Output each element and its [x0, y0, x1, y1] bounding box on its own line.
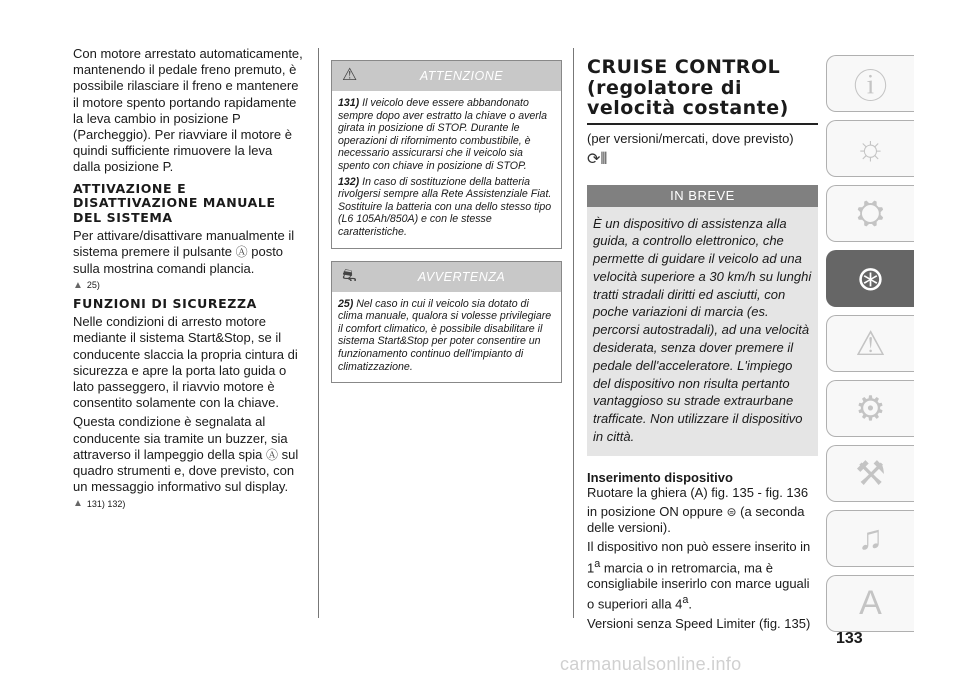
watermark: carmanualsonline.info [560, 654, 742, 674]
warning-small-icon: ▲ [73, 498, 83, 510]
tab-driving[interactable] [826, 250, 914, 307]
text: (a seconda delle versioni). [587, 504, 805, 536]
start-stop-button-icon: Ⓐ [235, 245, 248, 260]
column-1 [73, 46, 303, 513]
manual-activation-paragraph [73, 228, 303, 277]
superscript: a [594, 557, 601, 570]
note-item [338, 176, 555, 239]
column-divider [573, 48, 574, 618]
page-title [587, 57, 818, 119]
technical-data-icon: ⚒ [855, 454, 886, 493]
attenzione-title: ATTENZIONE [419, 69, 504, 83]
paragraph [587, 539, 818, 612]
warning-reference [73, 498, 303, 509]
paragraph [587, 504, 818, 536]
column-2 [331, 60, 562, 395]
note-text: Nel caso in cui il veicolo sia dotato di clima manuale, qualora si volesse privilegiare il comfort climatico, è possibile disabilitare il sistema Start&Stop per poter consentire un funzionamento continuo dell'impianto di climatizzazione. [338, 297, 552, 373]
tab-emergency[interactable] [826, 315, 914, 372]
avvertenza-content [332, 292, 561, 383]
page-number: 133 [836, 630, 863, 647]
note-text: Il veicolo deve essere abbandonato sempre dopo aver estratto la chiave o averla girata in posizione di STOP. Durante le operazioni di rifornimento combustibile, è necessario assicurarsi che il veicolo sia spento con chiave in posizione di STOP. [338, 97, 548, 172]
cruise-control-symbol-icon: ⟳⦀ [587, 150, 608, 168]
tab-maintenance[interactable] [826, 380, 914, 437]
steering-wheel-icon: ⊛ [856, 259, 885, 298]
tab-dashboard[interactable] [826, 120, 914, 177]
tab-index[interactable] [826, 575, 914, 632]
safety-paragraph-1: Nelle condizioni di arresto motore mediante il sistema Start&Stop, se il conducente slaccia la propria cintura di sicurezza e apre la porta lato guida o lato passeggero, il riavvio motore è consentito solamente con la chiave. [73, 314, 298, 411]
chapter-tabs [826, 55, 914, 640]
avvertenza-title: AVVERTENZA [417, 269, 506, 284]
attenzione-header [332, 61, 561, 91]
cruise-control-icon: ⊜ [726, 505, 737, 520]
safety-paragraph-2 [73, 414, 303, 495]
attenzione-content [332, 91, 561, 248]
note-number: 132) [338, 175, 360, 188]
text: Il dispositivo non può essere inserito in 1 [587, 539, 811, 575]
reference-number: 131) 132) [86, 498, 126, 509]
note-reference [73, 280, 303, 291]
tab-safety[interactable] [826, 185, 914, 242]
avvertenza-box [331, 261, 562, 384]
intro-paragraph: Con motore arrestato automaticamente, mantenendo il pedale freno premuto, è possibile rilasciare il freno e mantenere il motore spento portando rapidamente la leva cambio in posizione P (Parcheggio). Per riavviare il motore è quindi sufficiente rimuovere la leva dalla posizione P. [73, 46, 303, 175]
brief-header: IN BREVE [587, 185, 818, 207]
brief-body: È un dispositivo di assistenza alla guida, a controllo elettronico, che permette di guidare il veicolo ad una velocità superiore a 30 km/h su lunghi tratti stradali diritti ed asciutti, con poche variazioni di marcia (es. percorsi autostradali), ad una velocità desiderata, senza dover premere il pedale dell'acceleratore. L'impiego del dispositivo non risulta pertanto vantaggioso su strade extraurbane trafficate. Non utilizzare il dispositivo in città. [587, 207, 818, 456]
reference-number: 25) [86, 280, 100, 291]
subtitle: (per versioni/mercati, dove previsto) [587, 130, 794, 146]
text: Questa condizione è segnalata al conducente sia tramite un buzzer, sia attraverso il lampeggio della spia [73, 414, 288, 462]
column-3 [587, 57, 818, 635]
car-warning-icon: ⛐ [342, 265, 357, 285]
title-line: (regolatore di [587, 76, 743, 99]
text: Per attivare/disattivare manualmente il sistema premere il pulsante [73, 228, 295, 260]
dashboard-lights-icon: ☼ [854, 129, 887, 167]
tab-multimedia[interactable] [826, 510, 914, 567]
title-line: velocità costante) [587, 97, 789, 119]
title-line: CRUISE CONTROL [587, 56, 781, 78]
alphabetical-index-icon: A [859, 584, 882, 622]
note-number: 25) [338, 297, 354, 310]
note-number: 131) [338, 97, 360, 109]
title-underline [587, 123, 818, 125]
airbag-safety-icon: ⛭ [856, 194, 885, 232]
attenzione-box [331, 60, 562, 249]
text: . [688, 596, 693, 612]
warning-small-icon: ▲ [73, 279, 83, 291]
text: in posizione ON oppure [587, 504, 723, 520]
car-info-icon: ⓘ [853, 68, 888, 106]
note-text: In caso di sostituzione della batteria rivolgersi sempre alla Rete Assistenziale Fiat. Sostituire la batteria con una dello stesso tipo (L6 105Ah/850A) e con le stesse caratteristiche. [338, 175, 552, 238]
note-item [338, 298, 555, 374]
paragraph: Ruotare la ghiera (A) fig. 135 - fig. 136 [587, 484, 809, 500]
tab-car-info[interactable] [826, 55, 914, 112]
avvertenza-header [332, 262, 561, 292]
multimedia-icon: ♫ [857, 519, 884, 557]
note-item [338, 97, 555, 173]
heading-manual-activation: ATTIVAZIONE E DISATTIVAZIONE MANUALE DEL SISTEMA [73, 180, 276, 225]
text: sul quadro strumenti e, dove previsto, con un messaggio informativo sul display. [73, 446, 299, 495]
tab-technical-data[interactable] [826, 445, 914, 502]
warning-triangle-icon: ⚠ [342, 65, 358, 84]
paragraph: Versioni senza Speed Limiter (fig. 135) [587, 615, 811, 631]
car-maintenance-icon: ⚙ [855, 389, 886, 428]
car-emergency-icon: ⚠ [855, 324, 886, 363]
section-title: Inserimento dispositivo [587, 469, 733, 485]
heading-safety-functions: FUNZIONI DI SICUREZZA [73, 295, 257, 311]
superscript: a [682, 594, 689, 607]
text: marcia o in retromarcia, ma è consigliabile inserirlo con marce uguali o superiori alla 4 [587, 560, 810, 612]
column-divider [318, 48, 319, 618]
text: posto sulla mostrina comandi plancia. [73, 244, 284, 276]
start-stop-warning-light-icon: Ⓐ [265, 447, 278, 462]
